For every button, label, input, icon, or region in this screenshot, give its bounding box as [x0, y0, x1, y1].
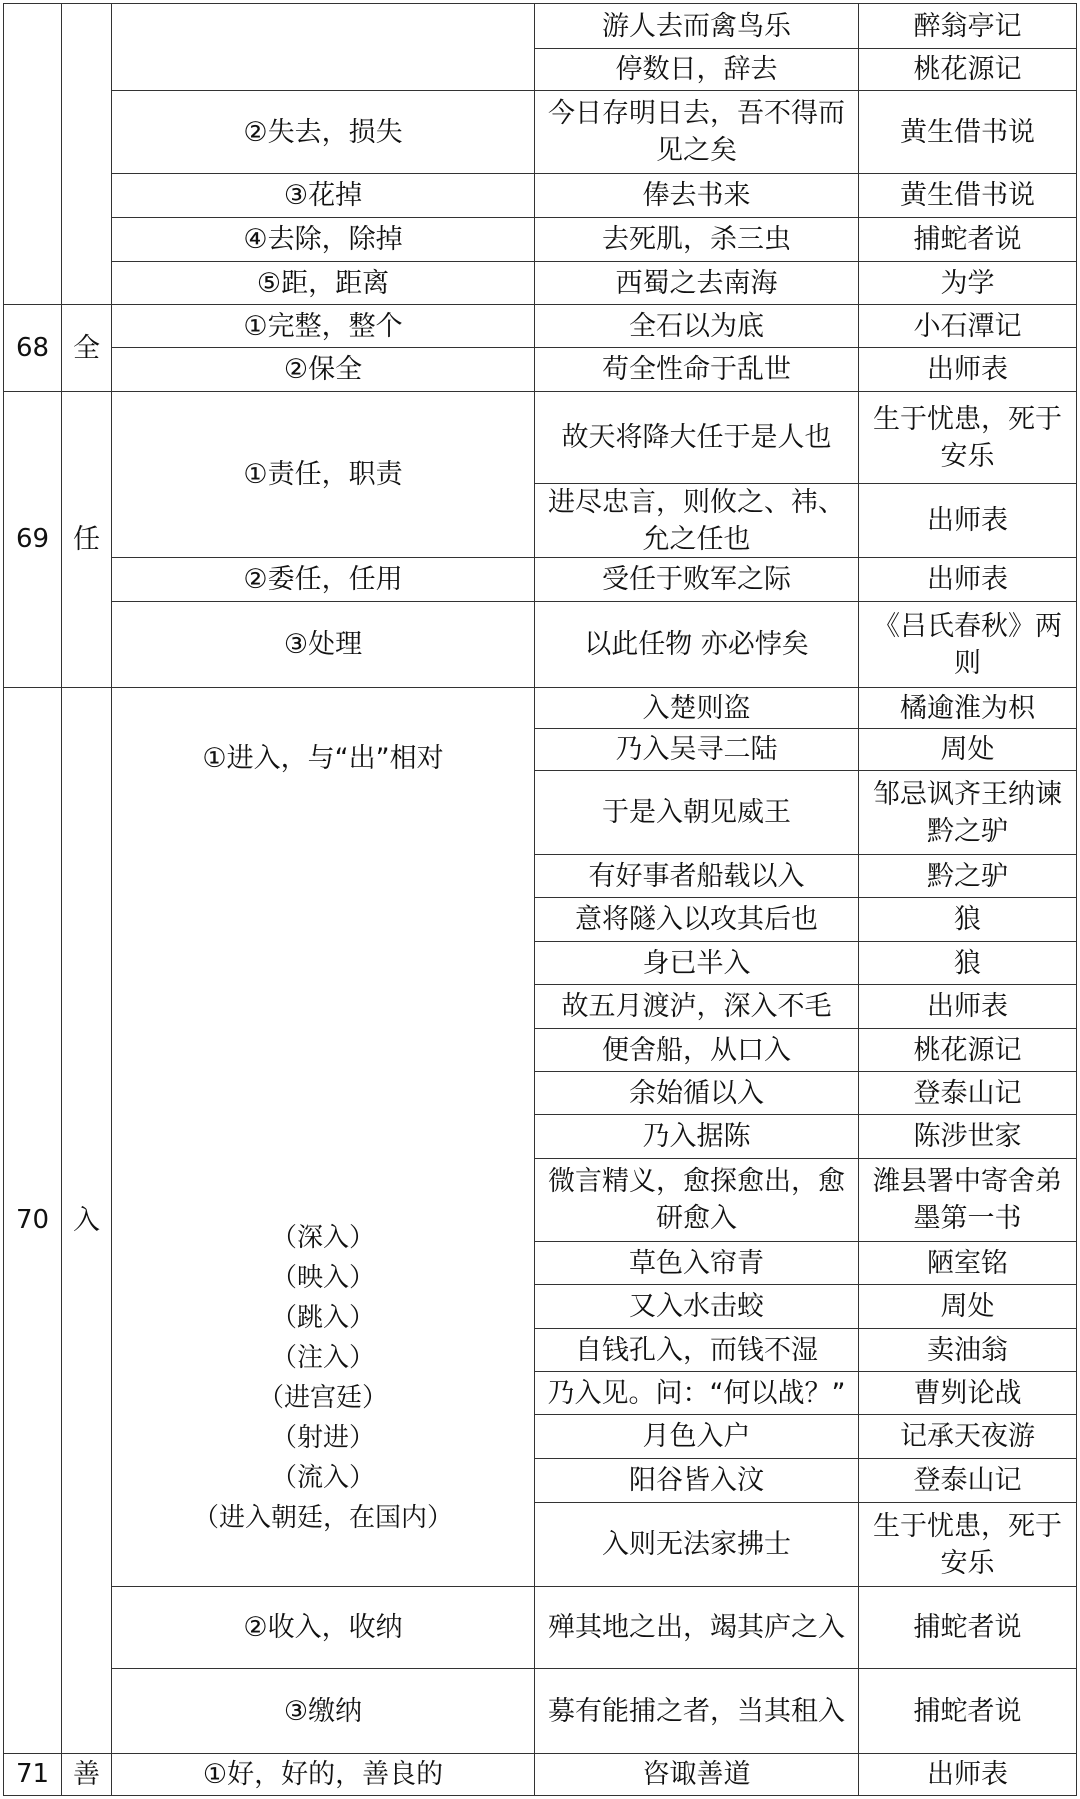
example-sentence — [534, 1328, 859, 1372]
example-source-text: 为学 — [940, 267, 995, 299]
example-source — [858, 1241, 1077, 1285]
example-source-text: 狼 — [954, 904, 981, 935]
example-source-text: 桃花源记 — [913, 54, 1022, 85]
example-sentence-text: 进尽忠言，则攸之、祎、允之任也 — [548, 486, 845, 555]
example-source-text: 黔之驴 — [927, 860, 1008, 892]
example-source — [858, 1502, 1077, 1587]
example-sentence — [534, 687, 859, 729]
example-sentence-text: 便舍船，从口入 — [602, 1034, 791, 1066]
example-source-text: 黄生借书说 — [900, 180, 1035, 211]
sense-meaning — [111, 1753, 535, 1796]
example-sentence — [534, 217, 859, 262]
example-sentence-text: 殚其地之出，竭其庐之入 — [548, 1612, 845, 1643]
example-sentence — [534, 1284, 859, 1329]
example-sentence-text: 月色入户 — [642, 1421, 751, 1452]
example-sentence — [534, 1502, 859, 1587]
example-sentence — [534, 1414, 859, 1459]
example-source — [858, 1158, 1077, 1242]
entry-character-text: 善 — [73, 1759, 100, 1790]
example-sentence-text: 入楚则盗 — [642, 692, 751, 724]
annotation-line: （流入） — [270, 1463, 375, 1493]
entry-number-text: 70 — [15, 1205, 50, 1235]
sense-meaning — [111, 217, 535, 262]
sense-meaning — [111, 304, 535, 348]
entry-character — [61, 304, 112, 392]
example-sentence-text: 全石以为底 — [629, 310, 764, 342]
example-source-text: 《吕氏春秋》两则 — [873, 610, 1062, 679]
annotation-line: （射进） — [270, 1423, 375, 1453]
example-source — [858, 984, 1077, 1029]
sense-meaning — [111, 1668, 535, 1754]
example-sentence-text: 游人去而禽鸟乐 — [602, 10, 791, 42]
example-source-text: 登泰山记 — [913, 1465, 1022, 1496]
example-source — [858, 1071, 1077, 1115]
sense-meaning-text: ④去除，除掉 — [243, 224, 403, 255]
entry-number-text: 68 — [15, 332, 50, 363]
annotation-line: （深入） — [270, 1223, 375, 1253]
example-source — [858, 483, 1077, 558]
example-sentence — [534, 1371, 859, 1415]
annotation-line: （注入） — [270, 1343, 375, 1373]
example-sentence-text: 余始循以入 — [629, 1077, 764, 1109]
example-source-text: 陋室铭 — [927, 1247, 1008, 1279]
example-source-text: 出师表 — [927, 1759, 1008, 1790]
entry-number — [3, 391, 62, 688]
example-sentence-text: 今日存明日去，吾不得而见之矣 — [548, 98, 845, 166]
example-sentence — [534, 728, 859, 771]
entry-number-text: 69 — [15, 524, 50, 554]
example-source — [858, 897, 1077, 942]
example-source — [858, 1114, 1077, 1159]
example-source-text: 出师表 — [927, 564, 1008, 595]
sense-meaning-label: ①进入，与“出”相对 — [202, 743, 444, 774]
annotation-line: （进宫廷） — [257, 1383, 388, 1413]
sense-meaning — [111, 1586, 535, 1669]
example-source-text: 桃花源记 — [913, 1034, 1022, 1066]
example-source-text: 捕蛇者说 — [913, 1695, 1022, 1727]
example-sentence-text: 以此任物 亦必悖矣 — [584, 629, 809, 660]
sense-meaning-text: ①责任，职责 — [243, 459, 403, 490]
sense-meaning-text: ①完整，整个 — [243, 310, 403, 342]
example-source-text: 卖油翁 — [927, 1334, 1008, 1366]
example-source — [858, 48, 1077, 91]
sense-meaning — [111, 687, 535, 1587]
example-sentence-text: 又入水击蛟 — [629, 1291, 764, 1322]
annotation-line: （映入） — [270, 1263, 375, 1293]
example-source-text: 周处 — [940, 734, 995, 765]
example-source — [858, 261, 1077, 305]
example-source — [858, 173, 1077, 218]
entry-number — [3, 1753, 62, 1796]
example-source — [858, 304, 1077, 348]
example-sentence — [534, 1586, 859, 1669]
sense-meaning — [111, 347, 535, 392]
example-sentence — [534, 557, 859, 602]
example-source — [858, 1458, 1077, 1503]
example-sentence-text: 去死肌，杀三虫 — [602, 224, 791, 255]
example-source — [858, 347, 1077, 392]
example-source-text: 醉翁亭记 — [913, 10, 1022, 42]
entry-character — [61, 3, 112, 305]
example-source — [858, 941, 1077, 985]
example-sentence-text: 阳谷皆入汶 — [629, 1465, 764, 1496]
example-source-text: 出师表 — [927, 354, 1008, 385]
example-sentence — [534, 391, 859, 484]
example-source — [858, 1668, 1077, 1754]
sense-meaning — [111, 173, 535, 218]
example-source-text: 出师表 — [927, 505, 1008, 536]
example-source-text: 狼 — [954, 947, 981, 979]
example-sentence — [534, 1114, 859, 1159]
example-sentence — [534, 897, 859, 942]
example-source-text: 小石潭记 — [913, 310, 1022, 342]
sense-meaning-text: ②委任，任用 — [243, 564, 403, 595]
example-source — [858, 90, 1077, 174]
example-sentence-text: 意将隧入以攻其后也 — [575, 904, 818, 935]
example-sentence-text: 咨诹善道 — [642, 1759, 751, 1790]
example-sentence — [534, 1241, 859, 1285]
entry-character — [61, 687, 112, 1754]
example-sentence — [534, 261, 859, 305]
example-sentence-text: 俸去书来 — [642, 180, 751, 211]
example-source — [858, 854, 1077, 898]
sense-meaning-text: ③处理 — [283, 629, 363, 660]
example-sentence — [534, 854, 859, 898]
sense-meaning — [111, 3, 535, 91]
example-source-text: 捕蛇者说 — [913, 224, 1022, 255]
example-sentence-text: 乃入据陈 — [642, 1121, 751, 1152]
sense-meaning-text: ②失去，损失 — [243, 116, 403, 148]
entry-character-text: 全 — [73, 332, 100, 364]
example-sentence-text: 有好事者船载以入 — [588, 860, 805, 892]
example-source — [858, 687, 1077, 729]
example-sentence — [534, 483, 859, 558]
sense-meaning — [111, 261, 535, 305]
sense-meaning-text: ②保全 — [283, 354, 363, 385]
example-sentence — [534, 48, 859, 91]
example-sentence — [534, 173, 859, 218]
example-source — [858, 217, 1077, 262]
example-source — [858, 1028, 1077, 1072]
example-sentence-text: 乃入吴寻二陆 — [615, 734, 778, 765]
example-sentence-text: 西蜀之去南海 — [615, 267, 778, 299]
example-sentence-text: 募有能捕之者，当其租入 — [548, 1695, 845, 1727]
example-sentence — [534, 90, 859, 174]
example-sentence — [534, 1028, 859, 1072]
sense-meaning — [111, 601, 535, 688]
example-source-text: 黄生借书说 — [900, 116, 1035, 148]
example-source-text: 生于忧患，死于安乐 — [873, 403, 1062, 472]
sense-meaning-text: ②收入，收纳 — [243, 1612, 403, 1643]
example-source-text: 潍县署中寄舍弟墨第一书 — [873, 1166, 1062, 1234]
sense-meaning-text: ③缴纳 — [283, 1695, 363, 1727]
example-sentence — [534, 347, 859, 392]
entry-number — [3, 687, 62, 1754]
example-sentence-text: 停数日，辞去 — [615, 54, 778, 85]
entry-number-text: 71 — [15, 1759, 50, 1789]
example-sentence-text: 故天将降大任于是人也 — [561, 422, 832, 453]
sense-annotations — [112, 1218, 534, 1538]
example-source-text: 周处 — [940, 1291, 995, 1322]
example-source-text: 捕蛇者说 — [913, 1612, 1022, 1643]
example-source — [858, 3, 1077, 49]
example-source-text: 陈涉世家 — [913, 1121, 1022, 1152]
example-source-text: 邹忌讽齐王纳谏 黔之驴 — [873, 778, 1062, 847]
example-sentence — [534, 1668, 859, 1754]
example-sentence — [534, 601, 859, 688]
example-sentence — [534, 1458, 859, 1503]
example-source-text: 生于忧患，死于安乐 — [873, 1510, 1062, 1579]
example-source-text: 出师表 — [927, 991, 1008, 1022]
sense-meaning — [111, 90, 535, 174]
example-source — [858, 1284, 1077, 1329]
example-source — [858, 391, 1077, 484]
example-sentence-text: 于是入朝见威王 — [602, 797, 791, 828]
annotation-line: （进入朝廷，在国内） — [192, 1503, 453, 1533]
example-source — [858, 1753, 1077, 1796]
example-source — [858, 1414, 1077, 1459]
example-sentence — [534, 304, 859, 348]
example-sentence — [534, 1753, 859, 1796]
example-source — [858, 557, 1077, 602]
example-sentence — [534, 770, 859, 855]
sense-meaning-text: ⑤距，距离 — [256, 267, 390, 299]
example-sentence-text: 草色入帘青 — [629, 1247, 764, 1279]
entry-character-text: 任 — [73, 524, 100, 555]
entry-number — [3, 3, 62, 305]
sense-meaning — [111, 557, 535, 602]
example-source — [858, 1328, 1077, 1372]
example-sentence-text: 苟全性命于乱世 — [602, 354, 791, 385]
example-sentence-text: 身已半入 — [642, 947, 751, 979]
example-source — [858, 728, 1077, 771]
example-source — [858, 601, 1077, 688]
example-source — [858, 1586, 1077, 1669]
example-sentence — [534, 941, 859, 985]
example-sentence-text: 受任于败军之际 — [602, 564, 791, 595]
example-source-text: 记承天夜游 — [900, 1421, 1035, 1452]
example-sentence — [534, 1158, 859, 1242]
example-source — [858, 1371, 1077, 1415]
example-sentence — [534, 984, 859, 1029]
example-sentence-text: 故五月渡泸，深入不毛 — [561, 991, 832, 1022]
example-sentence-text: 入则无法家拂士 — [602, 1529, 791, 1560]
example-source-text: 登泰山记 — [913, 1077, 1022, 1109]
example-sentence — [534, 1071, 859, 1115]
example-sentence — [534, 3, 859, 49]
entry-character-text: 入 — [73, 1205, 100, 1236]
example-source — [858, 770, 1077, 855]
entry-character — [61, 1753, 112, 1796]
example-sentence-text: 乃入见。问：“何以战？” — [547, 1377, 846, 1409]
example-source-text: 橘逾淮为枳 — [900, 692, 1035, 724]
sense-meaning — [111, 391, 535, 558]
example-sentence-text: 微言精义，愈探愈出，愈研愈入 — [548, 1166, 845, 1234]
entry-character — [61, 391, 112, 688]
sense-meaning-text: ①好，好的，善良的 — [202, 1759, 444, 1790]
sense-meaning-text: ③花掉 — [283, 180, 363, 211]
entry-number — [3, 304, 62, 392]
example-source-text: 曹刿论战 — [913, 1377, 1022, 1409]
example-sentence-text: 自钱孔入，而钱不湿 — [575, 1334, 818, 1366]
annotation-line: （跳入） — [270, 1303, 375, 1333]
